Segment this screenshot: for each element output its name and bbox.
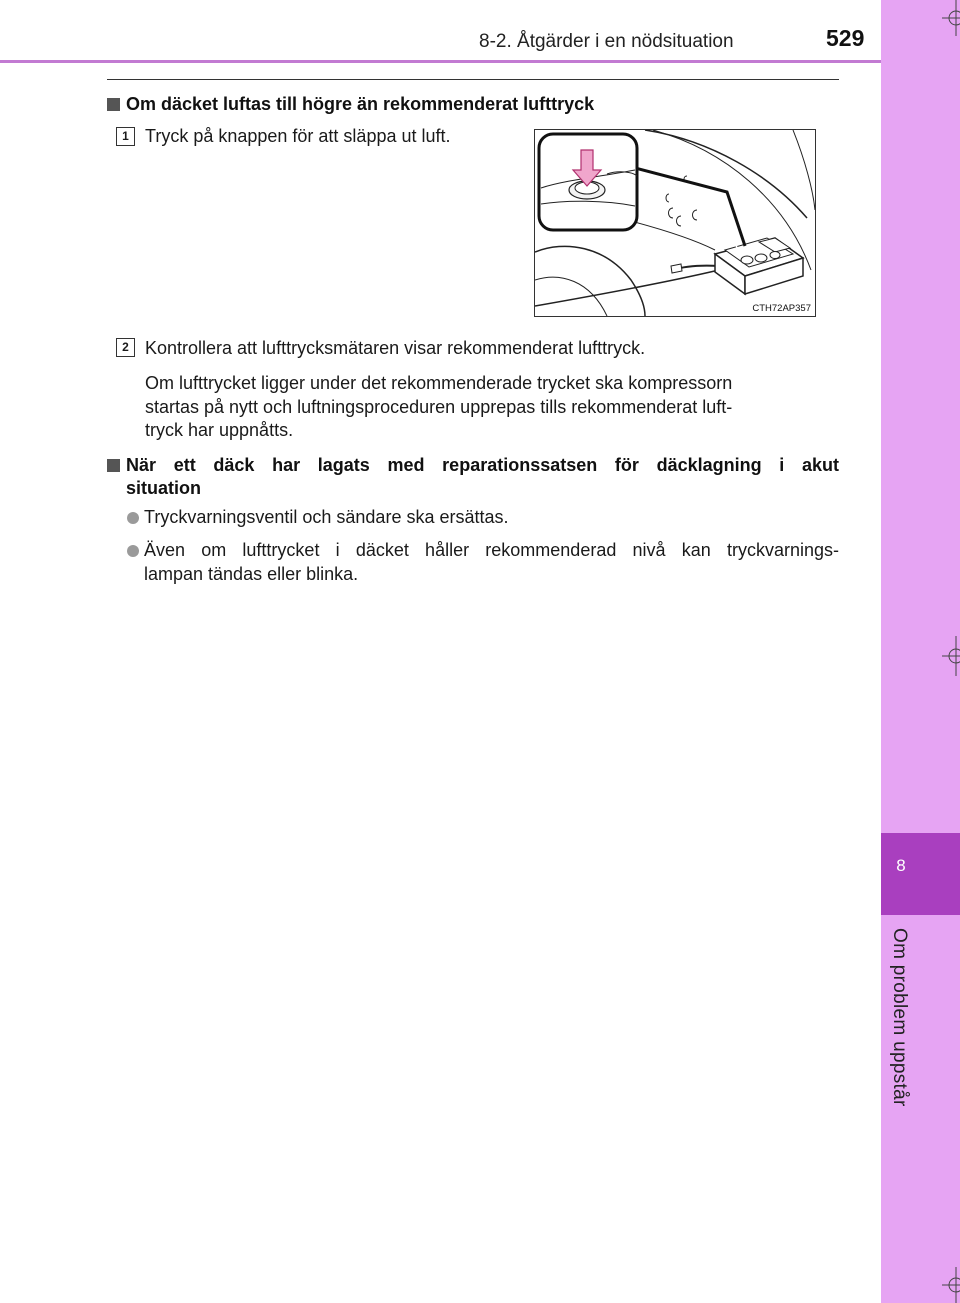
section1-heading	[107, 93, 594, 116]
step-1-number: 1	[116, 127, 135, 146]
figure-caption: CTH72AP357	[752, 303, 811, 314]
section2-heading-line: När ett däck har lagats med reparationssatsen för däcklagning i akut	[126, 455, 839, 475]
bullet-dot-icon	[127, 545, 139, 557]
section2-heading	[107, 454, 839, 500]
section2-heading-line: situation	[126, 478, 201, 498]
bullet-2-line: lampan tändas eller blinka.	[144, 563, 359, 584]
bullet-2-line: Även om lufttrycket i däcket håller rekommenderad nivå kan tryckvarnings-	[144, 540, 839, 560]
step-2-note-line: Om lufttrycket ligger under det rekommenderade trycket ska kompressorn	[145, 373, 733, 393]
step-2-text: Kontrollera att lufttrycksmätaren visar rekommenderat lufttryck.	[145, 338, 646, 358]
step-2-number: 2	[116, 338, 135, 357]
compressor-illustration	[535, 130, 815, 316]
bullet-1-line: Tryckvarningsventil och sändare ska ersättas.	[144, 507, 509, 527]
crop-mark-bottom-icon	[940, 1263, 960, 1303]
bullet-2-text	[144, 539, 839, 586]
square-bullet-icon	[107, 98, 120, 111]
crop-mark-middle-icon	[940, 636, 960, 676]
square-bullet-icon	[107, 459, 120, 472]
compressor-figure	[534, 129, 816, 317]
bullet-dot-icon	[127, 512, 139, 524]
chapter-number: 8	[896, 856, 906, 875]
section1-heading-text: Om däcket luftas till högre än rekommenderat lufttryck	[126, 94, 595, 114]
section-title: 8-2. Åtgärder i en nödsituation	[479, 31, 734, 52]
step-1-text: Tryck på knappen för att släppa ut luft.	[145, 126, 451, 146]
crop-mark-top-icon	[940, 0, 960, 40]
header-rule	[0, 60, 881, 63]
content-rule	[107, 79, 839, 80]
step-2-note-line: startas på nytt och luftningsproceduren upprepas tills rekommenderat luft-	[145, 396, 733, 417]
step-2-note	[145, 372, 839, 443]
step-2-note-line: tryck har uppnåtts.	[145, 420, 294, 440]
chapter-label: Om problem uppstår	[889, 928, 910, 1107]
page-number: 529	[826, 25, 865, 51]
bullet-1-text	[144, 506, 839, 530]
